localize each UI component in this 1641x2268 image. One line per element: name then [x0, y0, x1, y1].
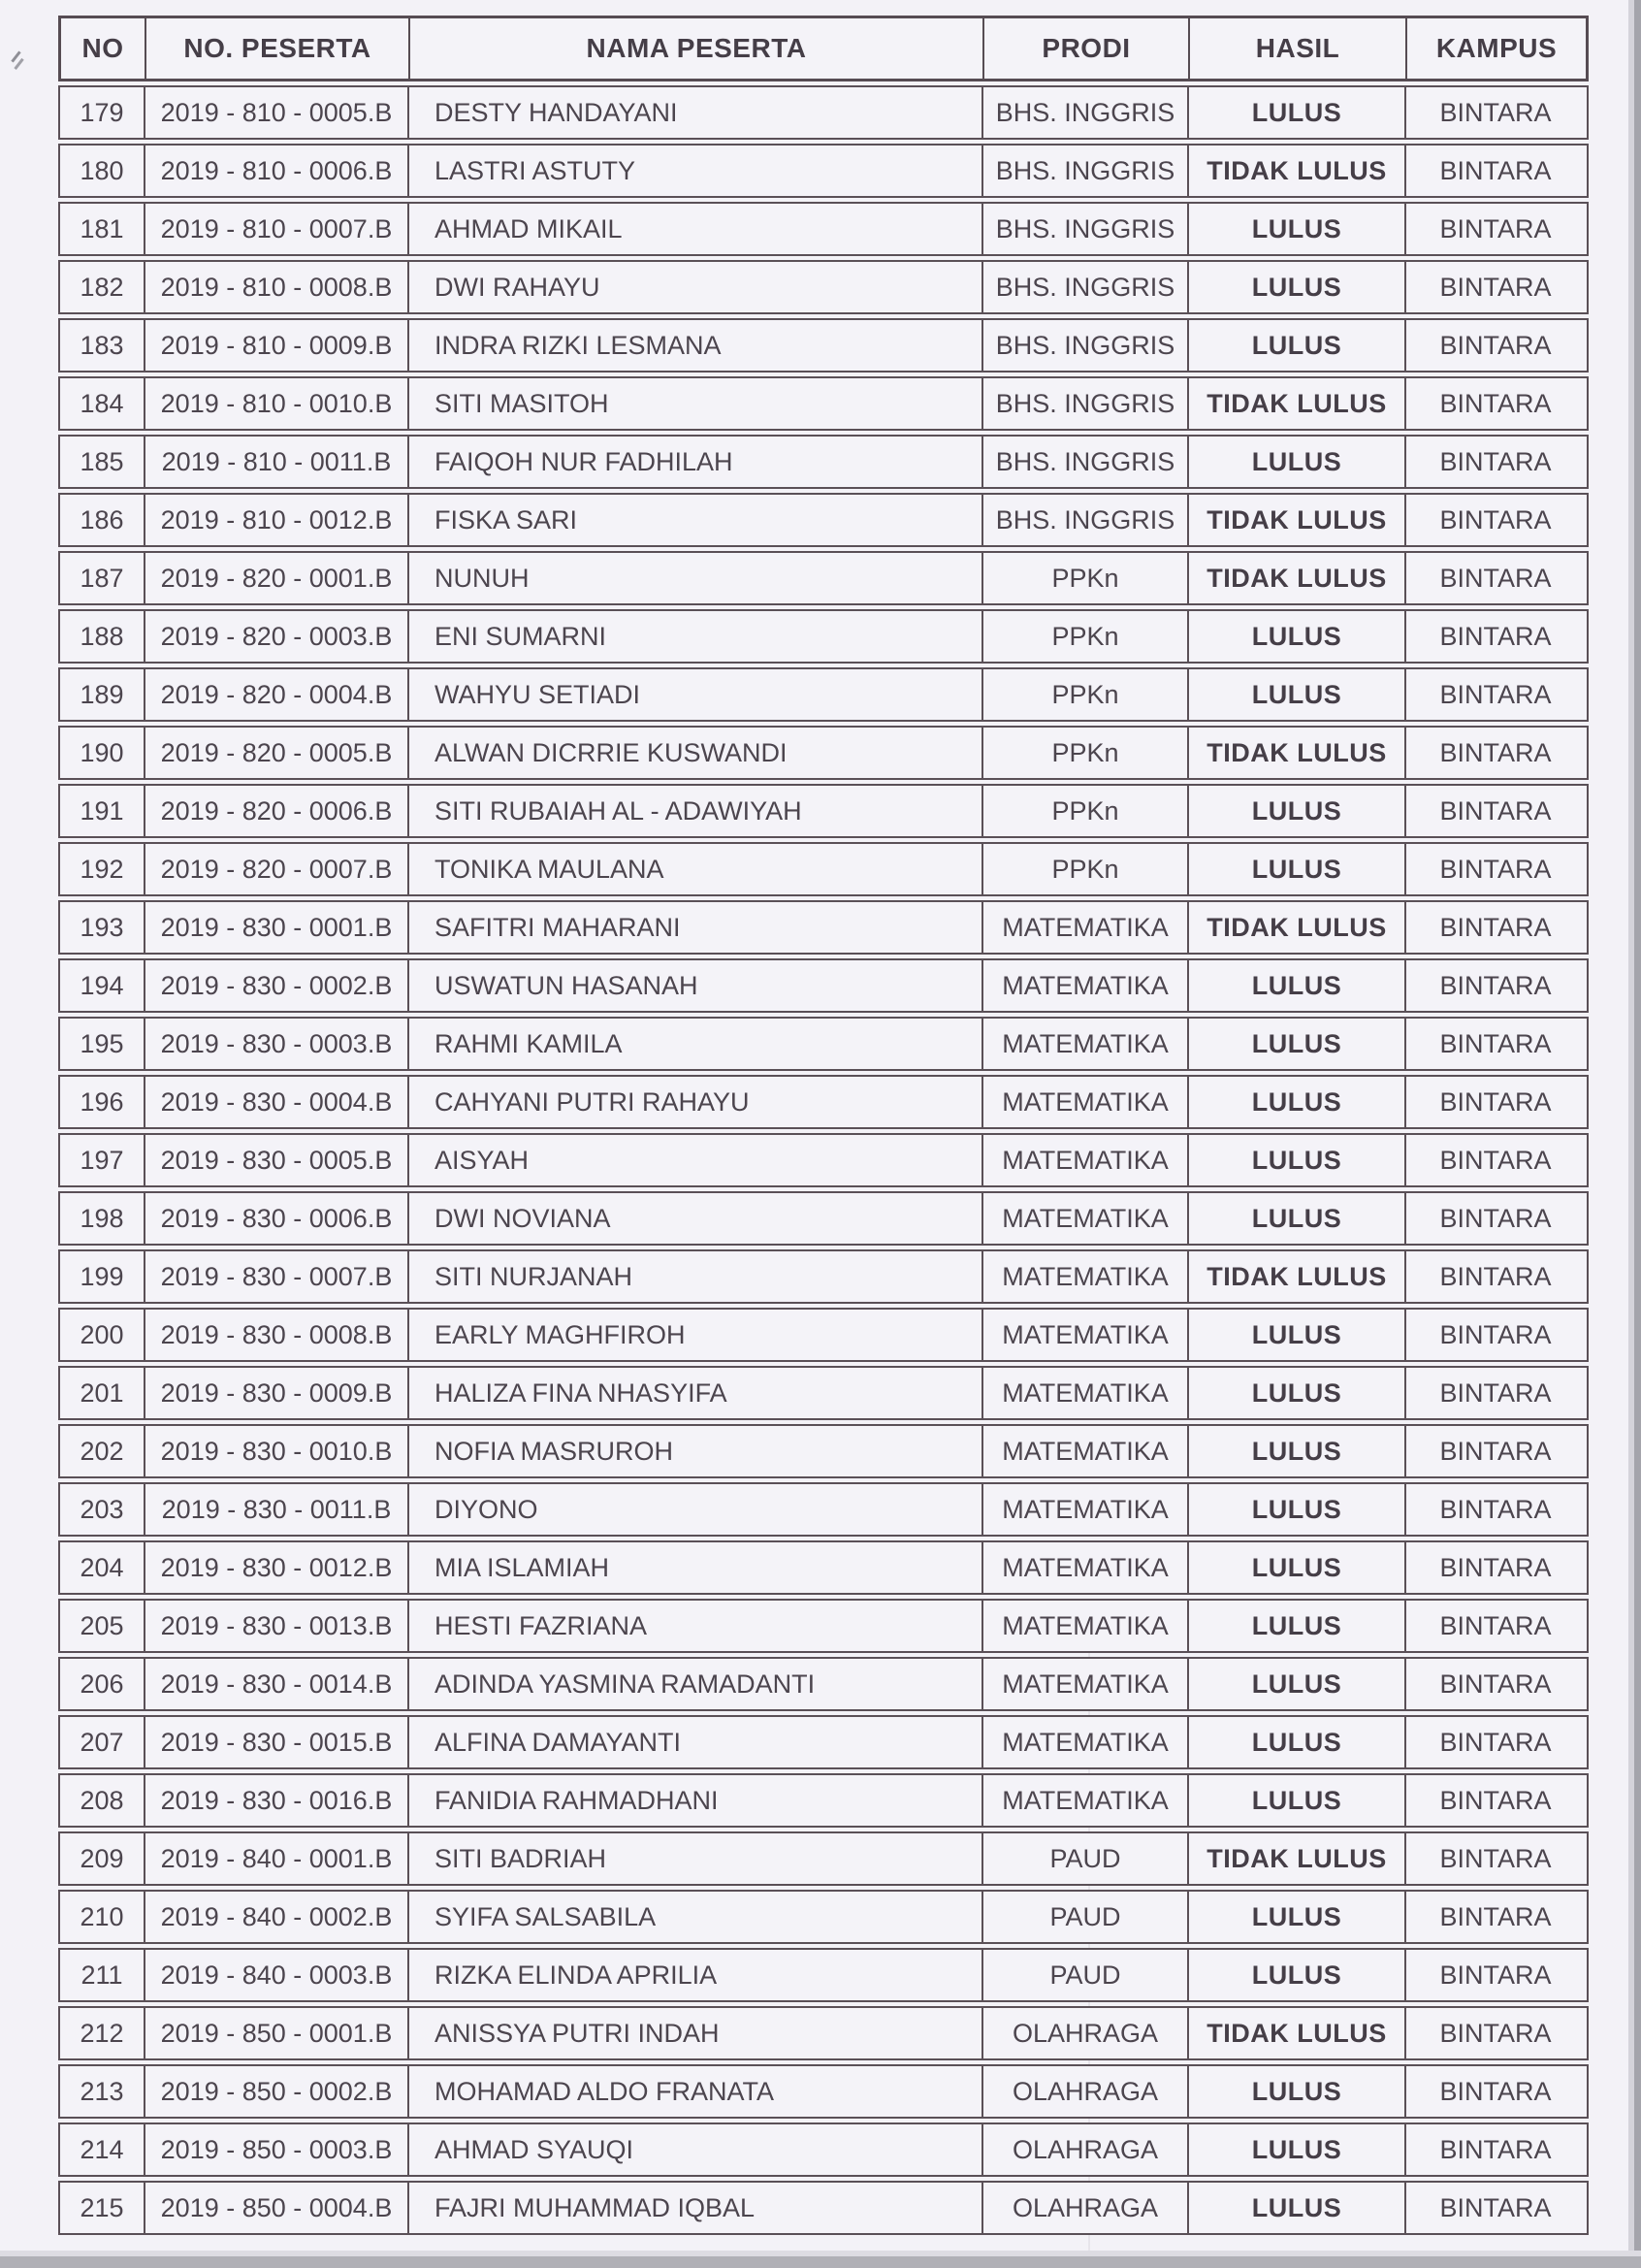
cell-kampus: BINTARA [1404, 1717, 1585, 1767]
cell-no-peserta: 2019 - 820 - 0003.B [144, 611, 407, 662]
cell-hasil: LULUS [1187, 1892, 1404, 1942]
cell-prodi: PPKn [981, 844, 1187, 894]
cell-prodi: PPKn [981, 728, 1187, 778]
cell-no-peserta: 2019 - 830 - 0003.B [144, 1019, 407, 1069]
cell-prodi: PAUD [981, 1892, 1187, 1942]
cell-prodi: MATEMATIKA [981, 1717, 1187, 1767]
cell-no: 209 [80, 1843, 124, 1873]
cell-no-peserta: 2019 - 830 - 0014.B [144, 1659, 407, 1709]
column-header-kampus: KAMPUS [1405, 18, 1586, 79]
column-header-no: NO [81, 33, 124, 63]
cell-hasil: TIDAK LULUS [1187, 495, 1404, 545]
cell-nama-peserta: LASTRI ASTUTY [407, 146, 981, 196]
table-row [58, 2064, 1589, 2119]
scan-edge-right [1634, 0, 1641, 2268]
cell-kampus: BINTARA [1404, 146, 1585, 196]
table-row [58, 1890, 1589, 1944]
cell-no: 191 [80, 795, 124, 826]
cell-no-peserta: 2019 - 830 - 0004.B [144, 1077, 407, 1127]
cell-no: 193 [80, 912, 124, 942]
cell-no-peserta: 2019 - 850 - 0001.B [144, 2008, 407, 2058]
table-row [58, 1482, 1589, 1537]
table-row [58, 958, 1589, 1013]
cell-no: 205 [80, 1610, 124, 1640]
cell-nama-peserta: MIA ISLAMIAH [407, 1542, 981, 1593]
cell-no: 196 [80, 1086, 124, 1117]
cell-hasil: LULUS [1187, 786, 1404, 836]
cell-hasil: LULUS [1187, 1484, 1404, 1535]
cell-nama-peserta: EARLY MAGHFIROH [407, 1310, 981, 1360]
cell-nama-peserta: SITI MASITOH [407, 378, 981, 429]
cell-no: 201 [80, 1377, 124, 1408]
cell-kampus: BINTARA [1404, 1251, 1585, 1302]
cell-no-peserta: 2019 - 820 - 0004.B [144, 669, 407, 720]
cell-hasil: LULUS [1187, 1950, 1404, 2000]
cell-prodi: PPKn [981, 786, 1187, 836]
cell-no: 198 [80, 1203, 124, 1233]
cell-nama-peserta: AHMAD SYAUQI [407, 2124, 981, 2175]
cell-no: 190 [80, 737, 124, 767]
cell-no: 215 [80, 2192, 124, 2222]
cell-prodi: MATEMATIKA [981, 1484, 1187, 1535]
cell-no: 182 [80, 272, 124, 302]
cell-no-peserta: 2019 - 820 - 0005.B [144, 728, 407, 778]
cell-prodi: BHS. INGGRIS [981, 262, 1187, 312]
cell-nama-peserta: FAJRI MUHAMMAD IQBAL [407, 2183, 981, 2233]
table-row [58, 1133, 1589, 1187]
cell-hasil: LULUS [1187, 844, 1404, 894]
cell-hasil: LULUS [1187, 2183, 1404, 2233]
cell-kampus: BINTARA [1404, 1368, 1585, 1418]
cell-no-peserta: 2019 - 830 - 0009.B [144, 1368, 407, 1418]
cell-kampus: BINTARA [1404, 1484, 1585, 1535]
cell-hasil: LULUS [1187, 1601, 1404, 1651]
cell-nama-peserta: SITI RUBAIAH AL - ADAWIYAH [407, 786, 981, 836]
cell-no-peserta: 2019 - 830 - 0015.B [144, 1717, 407, 1767]
cell-hasil: LULUS [1187, 1019, 1404, 1069]
cell-kampus: BINTARA [1404, 902, 1585, 953]
column-header-prodi: PRODI [982, 18, 1188, 79]
cell-no-peserta: 2019 - 830 - 0005.B [144, 1135, 407, 1185]
cell-nama-peserta: INDRA RIZKI LESMANA [407, 320, 981, 371]
table-row [58, 609, 1589, 664]
table-row [58, 1948, 1589, 2002]
cell-kampus: BINTARA [1404, 320, 1585, 371]
cell-no: 206 [80, 1669, 124, 1699]
cell-no: 180 [80, 155, 124, 185]
cell-nama-peserta: AISYAH [407, 1135, 981, 1185]
table-row [58, 85, 1589, 140]
cell-hasil: LULUS [1187, 960, 1404, 1011]
table-row [58, 144, 1589, 198]
cell-nama-peserta: FAIQOH NUR FADHILAH [407, 437, 981, 487]
cell-nama-peserta: FISKA SARI [407, 495, 981, 545]
table-row [58, 2006, 1589, 2060]
table-row [58, 1017, 1589, 1071]
cell-nama-peserta: SYIFA SALSABILA [407, 1892, 981, 1942]
cell-hasil: LULUS [1187, 1775, 1404, 1826]
cell-nama-peserta: NOFIA MASRUROH [407, 1426, 981, 1476]
cell-prodi: BHS. INGGRIS [981, 437, 1187, 487]
cell-hasil: LULUS [1187, 437, 1404, 487]
cell-no-peserta: 2019 - 830 - 0010.B [144, 1426, 407, 1476]
cell-kampus: BINTARA [1404, 669, 1585, 720]
cell-hasil: LULUS [1187, 1717, 1404, 1767]
table-row [58, 1191, 1589, 1246]
cell-kampus: BINTARA [1404, 2066, 1585, 2117]
table-row [58, 900, 1589, 955]
cell-no: 184 [80, 388, 124, 418]
cell-prodi: BHS. INGGRIS [981, 146, 1187, 196]
cell-hasil: LULUS [1187, 1426, 1404, 1476]
cell-kampus: BINTARA [1404, 1019, 1585, 1069]
cell-nama-peserta: SAFITRI MAHARANI [407, 902, 981, 953]
cell-hasil: LULUS [1187, 1542, 1404, 1593]
cell-kampus: BINTARA [1404, 1542, 1585, 1593]
cell-no: 211 [80, 1960, 123, 1990]
cell-kampus: BINTARA [1404, 1193, 1585, 1244]
cell-hasil: LULUS [1187, 1077, 1404, 1127]
cell-no-peserta: 2019 - 830 - 0013.B [144, 1601, 407, 1651]
table-row [58, 1249, 1589, 1304]
cell-no: 187 [80, 563, 124, 593]
cell-nama-peserta: SITI BADRIAH [407, 1833, 981, 1884]
table-row [58, 1773, 1589, 1828]
cell-nama-peserta: RAHMI KAMILA [407, 1019, 981, 1069]
table-row [58, 2181, 1589, 2235]
table-row [58, 260, 1589, 314]
cell-nama-peserta: HALIZA FINA NHASYIFA [407, 1368, 981, 1418]
cell-no: 189 [80, 679, 124, 709]
cell-kampus: BINTARA [1404, 786, 1585, 836]
table-row [58, 667, 1589, 722]
column-header-hasil: HASIL [1188, 18, 1405, 79]
cell-prodi: OLAHRAGA [981, 2008, 1187, 2058]
cell-prodi: OLAHRAGA [981, 2124, 1187, 2175]
cell-nama-peserta: ANISSYA PUTRI INDAH [407, 2008, 981, 2058]
cell-kampus: BINTARA [1404, 2183, 1585, 2233]
cell-no: 212 [80, 2018, 124, 2048]
table-row [58, 2122, 1589, 2177]
table-body [58, 85, 1589, 2235]
cell-no-peserta: 2019 - 850 - 0003.B [144, 2124, 407, 2175]
cell-prodi: MATEMATIKA [981, 1135, 1187, 1185]
cell-kampus: BINTARA [1404, 1077, 1585, 1127]
cell-no: 179 [80, 97, 124, 127]
cell-no: 199 [80, 1261, 124, 1291]
cell-no-peserta: 2019 - 810 - 0010.B [144, 378, 407, 429]
cell-no: 183 [80, 330, 124, 360]
cell-prodi: PAUD [981, 1833, 1187, 1884]
cell-prodi: MATEMATIKA [981, 1251, 1187, 1302]
cell-kampus: BINTARA [1404, 437, 1585, 487]
cell-no-peserta: 2019 - 830 - 0016.B [144, 1775, 407, 1826]
cell-prodi: PPKn [981, 669, 1187, 720]
cell-nama-peserta: FANIDIA RAHMADHANI [407, 1775, 981, 1826]
cell-kampus: BINTARA [1404, 1426, 1585, 1476]
table-row [58, 1599, 1589, 1653]
cell-no-peserta: 2019 - 820 - 0006.B [144, 786, 407, 836]
cell-kampus: BINTARA [1404, 495, 1585, 545]
scan-edge-bottom [0, 2256, 1641, 2268]
cell-no-peserta: 2019 - 810 - 0005.B [144, 87, 407, 138]
table-row [58, 202, 1589, 256]
cell-kampus: BINTARA [1404, 728, 1585, 778]
cell-hasil: TIDAK LULUS [1187, 2008, 1404, 2058]
cell-no-peserta: 2019 - 840 - 0002.B [144, 1892, 407, 1942]
cell-prodi: MATEMATIKA [981, 1077, 1187, 1127]
cell-hasil: LULUS [1187, 204, 1404, 254]
cell-kampus: BINTARA [1404, 1310, 1585, 1360]
table-row [58, 726, 1589, 780]
cell-no: 185 [80, 446, 124, 476]
cell-prodi: OLAHRAGA [981, 2183, 1187, 2233]
cell-kampus: BINTARA [1404, 1775, 1585, 1826]
table-row [58, 1657, 1589, 1711]
cell-prodi: MATEMATIKA [981, 1310, 1187, 1360]
cell-hasil: TIDAK LULUS [1187, 553, 1404, 603]
cell-nama-peserta: DWI RAHAYU [407, 262, 981, 312]
cell-nama-peserta: DIYONO [407, 1484, 981, 1535]
table-row [58, 1424, 1589, 1478]
cell-kampus: BINTARA [1404, 611, 1585, 662]
table-row [58, 493, 1589, 547]
cell-nama-peserta: TONIKA MAULANA [407, 844, 981, 894]
cell-kampus: BINTARA [1404, 553, 1585, 603]
cell-hasil: TIDAK LULUS [1187, 378, 1404, 429]
cell-nama-peserta: ENI SUMARNI [407, 611, 981, 662]
cell-no-peserta: 2019 - 810 - 0008.B [144, 262, 407, 312]
cell-no: 207 [80, 1727, 124, 1757]
cell-no-peserta: 2019 - 820 - 0001.B [144, 553, 407, 603]
cell-prodi: MATEMATIKA [981, 960, 1187, 1011]
cell-hasil: LULUS [1187, 1193, 1404, 1244]
cell-prodi: MATEMATIKA [981, 1659, 1187, 1709]
cell-kampus: BINTARA [1404, 1659, 1585, 1709]
cell-prodi: MATEMATIKA [981, 1193, 1187, 1244]
cell-no-peserta: 2019 - 830 - 0001.B [144, 902, 407, 953]
cell-prodi: BHS. INGGRIS [981, 378, 1187, 429]
cell-no-peserta: 2019 - 830 - 0006.B [144, 1193, 407, 1244]
cell-hasil: TIDAK LULUS [1187, 146, 1404, 196]
cell-no-peserta: 2019 - 840 - 0003.B [144, 1950, 407, 2000]
cell-hasil: TIDAK LULUS [1187, 1833, 1404, 1884]
table-row [58, 784, 1589, 838]
cell-no: 214 [80, 2134, 124, 2164]
table-header-row [58, 16, 1589, 81]
cell-nama-peserta: USWATUN HASANAH [407, 960, 981, 1011]
table-row [58, 551, 1589, 605]
cell-prodi: MATEMATIKA [981, 1019, 1187, 1069]
cell-nama-peserta: RIZKA ELINDA APRILIA [407, 1950, 981, 2000]
cell-no: 197 [80, 1145, 124, 1175]
cell-nama-peserta: ALFINA DAMAYANTI [407, 1717, 981, 1767]
cell-no: 188 [80, 621, 124, 651]
cell-kampus: BINTARA [1404, 844, 1585, 894]
table-row [58, 842, 1589, 896]
results-table [58, 16, 1589, 2235]
table-row [58, 1540, 1589, 1595]
cell-hasil: LULUS [1187, 1368, 1404, 1418]
cell-no-peserta: 2019 - 830 - 0012.B [144, 1542, 407, 1593]
cell-hasil: LULUS [1187, 1135, 1404, 1185]
cell-hasil: TIDAK LULUS [1187, 728, 1404, 778]
cell-hasil: TIDAK LULUS [1187, 1251, 1404, 1302]
table-row [58, 435, 1589, 489]
cell-no: 208 [80, 1785, 124, 1815]
cell-no: 210 [80, 1901, 124, 1931]
cell-no: 186 [80, 504, 124, 535]
cell-kampus: BINTARA [1404, 2124, 1585, 2175]
cell-no: 204 [80, 1552, 124, 1582]
cell-hasil: LULUS [1187, 669, 1404, 720]
cell-prodi: MATEMATIKA [981, 1775, 1187, 1826]
cell-no: 203 [80, 1494, 124, 1524]
cell-no: 200 [80, 1319, 124, 1349]
cell-prodi: PPKn [981, 553, 1187, 603]
cell-prodi: MATEMATIKA [981, 1368, 1187, 1418]
cell-no-peserta: 2019 - 830 - 0011.B [144, 1484, 407, 1535]
cell-nama-peserta: NUNUH [407, 553, 981, 603]
cell-nama-peserta: CAHYANI PUTRI RAHAYU [407, 1077, 981, 1127]
cell-kampus: BINTARA [1404, 1892, 1585, 1942]
table-row [58, 1075, 1589, 1129]
pen-mark [11, 50, 20, 62]
cell-prodi: MATEMATIKA [981, 902, 1187, 953]
cell-hasil: LULUS [1187, 320, 1404, 371]
cell-nama-peserta: WAHYU SETIADI [407, 669, 981, 720]
cell-kampus: BINTARA [1404, 1601, 1585, 1651]
cell-no: 181 [80, 213, 124, 243]
cell-no: 202 [80, 1436, 124, 1466]
cell-no: 213 [80, 2076, 124, 2106]
cell-nama-peserta: ALWAN DICRRIE KUSWANDI [407, 728, 981, 778]
cell-hasil: LULUS [1187, 1659, 1404, 1709]
cell-hasil: TIDAK LULUS [1187, 902, 1404, 953]
cell-prodi: PPKn [981, 611, 1187, 662]
cell-no-peserta: 2019 - 810 - 0009.B [144, 320, 407, 371]
cell-kampus: BINTARA [1404, 1833, 1585, 1884]
cell-prodi: BHS. INGGRIS [981, 320, 1187, 371]
cell-kampus: BINTARA [1404, 1950, 1585, 2000]
cell-prodi: BHS. INGGRIS [981, 495, 1187, 545]
cell-nama-peserta: SITI NURJANAH [407, 1251, 981, 1302]
cell-no-peserta: 2019 - 830 - 0008.B [144, 1310, 407, 1360]
cell-no-peserta: 2019 - 810 - 0011.B [144, 437, 407, 487]
cell-kampus: BINTARA [1404, 204, 1585, 254]
cell-no-peserta: 2019 - 810 - 0006.B [144, 146, 407, 196]
cell-hasil: LULUS [1187, 87, 1404, 138]
cell-kampus: BINTARA [1404, 1135, 1585, 1185]
cell-prodi: BHS. INGGRIS [981, 87, 1187, 138]
cell-prodi: MATEMATIKA [981, 1542, 1187, 1593]
cell-kampus: BINTARA [1404, 2008, 1585, 2058]
table-row [58, 318, 1589, 373]
cell-hasil: LULUS [1187, 2124, 1404, 2175]
table-row [58, 1366, 1589, 1420]
cell-nama-peserta: AHMAD MIKAIL [407, 204, 981, 254]
cell-no-peserta: 2019 - 820 - 0007.B [144, 844, 407, 894]
cell-no: 195 [80, 1028, 124, 1058]
cell-nama-peserta: DESTY HANDAYANI [407, 87, 981, 138]
cell-no-peserta: 2019 - 830 - 0007.B [144, 1251, 407, 1302]
cell-no: 192 [80, 854, 124, 884]
cell-no-peserta: 2019 - 850 - 0004.B [144, 2183, 407, 2233]
cell-nama-peserta: ADINDA YASMINA RAMADANTI [407, 1659, 981, 1709]
cell-no-peserta: 2019 - 810 - 0012.B [144, 495, 407, 545]
table-row [58, 1715, 1589, 1769]
table-row [58, 1831, 1589, 1886]
table-row [58, 1308, 1589, 1362]
cell-nama-peserta: MOHAMAD ALDO FRANATA [407, 2066, 981, 2117]
cell-kampus: BINTARA [1404, 378, 1585, 429]
cell-prodi: BHS. INGGRIS [981, 204, 1187, 254]
cell-nama-peserta: HESTI FAZRIANA [407, 1601, 981, 1651]
column-header-no-peserta: NO. PESERTA [145, 18, 408, 79]
cell-kampus: BINTARA [1404, 87, 1585, 138]
cell-prodi: PAUD [981, 1950, 1187, 2000]
cell-prodi: MATEMATIKA [981, 1426, 1187, 1476]
cell-no-peserta: 2019 - 810 - 0007.B [144, 204, 407, 254]
cell-no-peserta: 2019 - 850 - 0002.B [144, 2066, 407, 2117]
cell-no-peserta: 2019 - 830 - 0002.B [144, 960, 407, 1011]
cell-kampus: BINTARA [1404, 960, 1585, 1011]
cell-no-peserta: 2019 - 840 - 0001.B [144, 1833, 407, 1884]
table-row [58, 376, 1589, 431]
cell-no: 194 [80, 970, 124, 1000]
cell-prodi: MATEMATIKA [981, 1601, 1187, 1651]
cell-prodi: OLAHRAGA [981, 2066, 1187, 2117]
cell-hasil: LULUS [1187, 2066, 1404, 2117]
cell-hasil: LULUS [1187, 262, 1404, 312]
cell-hasil: LULUS [1187, 611, 1404, 662]
column-header-nama-peserta: NAMA PESERTA [408, 18, 982, 79]
cell-hasil: LULUS [1187, 1310, 1404, 1360]
cell-kampus: BINTARA [1404, 262, 1585, 312]
cell-nama-peserta: DWI NOVIANA [407, 1193, 981, 1244]
